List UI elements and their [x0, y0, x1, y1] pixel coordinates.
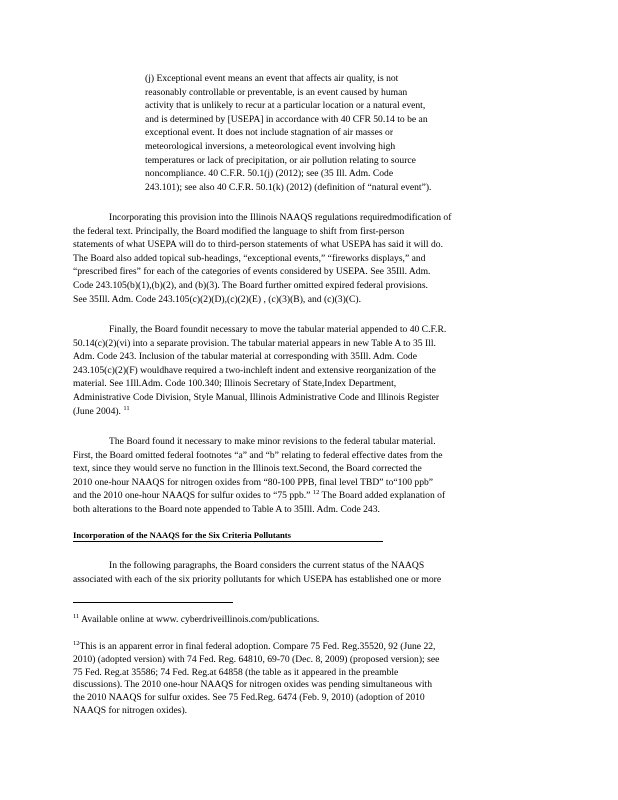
footnote-12	[73, 641, 541, 718]
quote-line: noncompliance. 40 C.F.R. 50.1(j) (2012); see (35 Ill. Adm. Code	[145, 168, 394, 180]
paragraph-line: Adm. Code 243. Inclusion of the tabular material at corresponding with 35Ill. Adm. Code	[73, 351, 417, 363]
quote-line: activity that is unlikely to recur at a particular location or a natural event,	[145, 100, 426, 112]
paragraph-line: Incorporating this provision into the Illinois NAAQS regulations requiredmodification of	[109, 212, 452, 223]
paragraph-line: The Board found it necessary to make minor revisions to the federal tabular material.	[109, 436, 436, 447]
paragraph-line: “prescribed fires” for each of the categories of events considered by USEPA. See 35Ill. Adm.	[73, 266, 431, 278]
footnote-line	[73, 641, 541, 654]
footnote-line: the 2010 NAAQS for sulfur oxides. See 75 Fed.Reg. 6474 (Feb. 9, 2010) (adoption of 2010	[73, 692, 425, 704]
paragraph-line: the federal text. Principally, the Board modified the language to shift from first-person	[73, 225, 405, 237]
footnote-ref-12: 12	[312, 489, 320, 497]
paragraph-text: (June 2004).	[73, 405, 121, 417]
footnote-number: 12	[73, 641, 80, 647]
paragraph-line: text, since they would serve no function in the Illinois text.Second, the Board corrected the	[73, 463, 422, 475]
quote-line: and is determined by [USEPA] in accordance with 40 CFR 50.14 to be an	[145, 113, 428, 125]
paragraph-line: First, the Board omitted federal footnotes “a” and “b” relating to federal effective dates from the	[73, 449, 443, 461]
paragraph-line: 50.14(c)(2)(vi) into a separate provision. The tabular material appears in new Table A to 35 Ill.	[73, 337, 436, 349]
quote-line: exceptional event. It does not include stagnation of air masses or	[145, 127, 394, 139]
quote-line: reasonably controllable or preventable, is an event caused by human	[145, 86, 408, 98]
paragraph-line: 243.105(c)(2)(F) wouldhave required a two-inchleft indent and extensive reorganization of the	[73, 364, 436, 376]
paragraph-line-with-ref	[73, 489, 541, 503]
paragraph-line: both alterations to the Board note appended to Table A to 35Ill. Adm. Code 243.	[73, 503, 380, 515]
paragraph-line: Code 243.105(b)(1),(b)(2), and (b)(3). The Board further omitted expired federal provisions.	[73, 279, 428, 291]
paragraph-text: The Board added explanation of	[321, 490, 446, 502]
paragraph-minor-revisions	[73, 435, 541, 517]
footnote-11	[73, 614, 541, 627]
quote-line: meteorological inversions, a meteorological event involving high	[145, 140, 396, 152]
paragraph-line: The Board also added topical sub-headings, “exceptional events,” “fireworks displays,” and	[73, 252, 426, 264]
paragraph-finally	[73, 323, 541, 418]
footnote-text: This is an apparent error in final federal adoption. Compare 75 Fed. Reg.35520, 92 (June 22,	[79, 641, 436, 652]
paragraph-line: material. See 1Ill.Adm. Code 100.340; Illinois Secretary of State,Index Department,	[73, 378, 397, 390]
paragraph-line: Administrative Code Division, Style Manual, Illinois Administrative Code and Illinois Register	[73, 391, 440, 403]
footnote-line: discussions). The 2010 one-hour NAAQS for nitrogen oxides was pending simultaneous with	[73, 679, 433, 691]
paragraph-line: Finally, the Board foundit necessary to move the tabular material appended to 40 C.F.R.	[109, 324, 447, 335]
paragraph-following	[73, 559, 541, 586]
paragraph-line-last	[73, 405, 541, 419]
quote-line: temperatures or lack of precipitation, or air pollution relating to source	[145, 154, 416, 166]
paragraph-line: associated with each of the six priority pollutants for which USEPA has established one or more	[73, 573, 442, 585]
section-heading: Incorporation of the NAAQS for the Six Criteria Pollutants	[73, 530, 383, 542]
footnote-text: Available online at www. cyberdriveillinois.com/publications.	[81, 614, 320, 625]
block-quote-exceptional-event	[145, 72, 470, 194]
paragraph-line: 2010 one-hour NAAQS for nitrogen oxides from “80-100 PPB, final level TBD” to“100 ppb”	[73, 476, 434, 488]
paragraph-line: In the following paragraphs, the Board considers the current status of the NAAQS	[109, 560, 425, 571]
paragraph-incorporating	[73, 211, 541, 306]
footnote-line	[73, 614, 541, 627]
footnote-line: 75 Fed. Reg.at 35586; 74 Fed. Reg.at 64858 (the table as it appeared in the preamble	[73, 666, 399, 678]
footnote-line: NAAQS for nitrogen oxides).	[73, 704, 188, 716]
paragraph-text: and the 2010 one-hour NAAQS for sulfur oxides to “75 ppb.”	[73, 490, 311, 502]
quote-line: (j) Exceptional event means an event that affects air quality, is not	[145, 73, 399, 84]
quote-line: 243.101); see also 40 C.F.R. 50.1(k) (2012) (definition of “natural event”).	[145, 181, 432, 193]
footnote-ref-11: 11	[123, 404, 130, 412]
paragraph-line: statements of what USEPA will do to third-person statements of what USEPA has said it will do.	[73, 239, 443, 251]
footnote-number: 11	[73, 614, 80, 620]
footnote-line: 2010) (adopted version) with 74 Fed. Reg. 64810, 69-70 (Dec. 8, 2009) (proposed version); see	[73, 653, 440, 665]
footnote-divider	[73, 602, 233, 603]
paragraph-line: See 35Ill. Adm. Code 243.105(c)(2)(D),(c)(2)(E) , (c)(3)(B), and (c)(3)(C).	[73, 293, 361, 305]
